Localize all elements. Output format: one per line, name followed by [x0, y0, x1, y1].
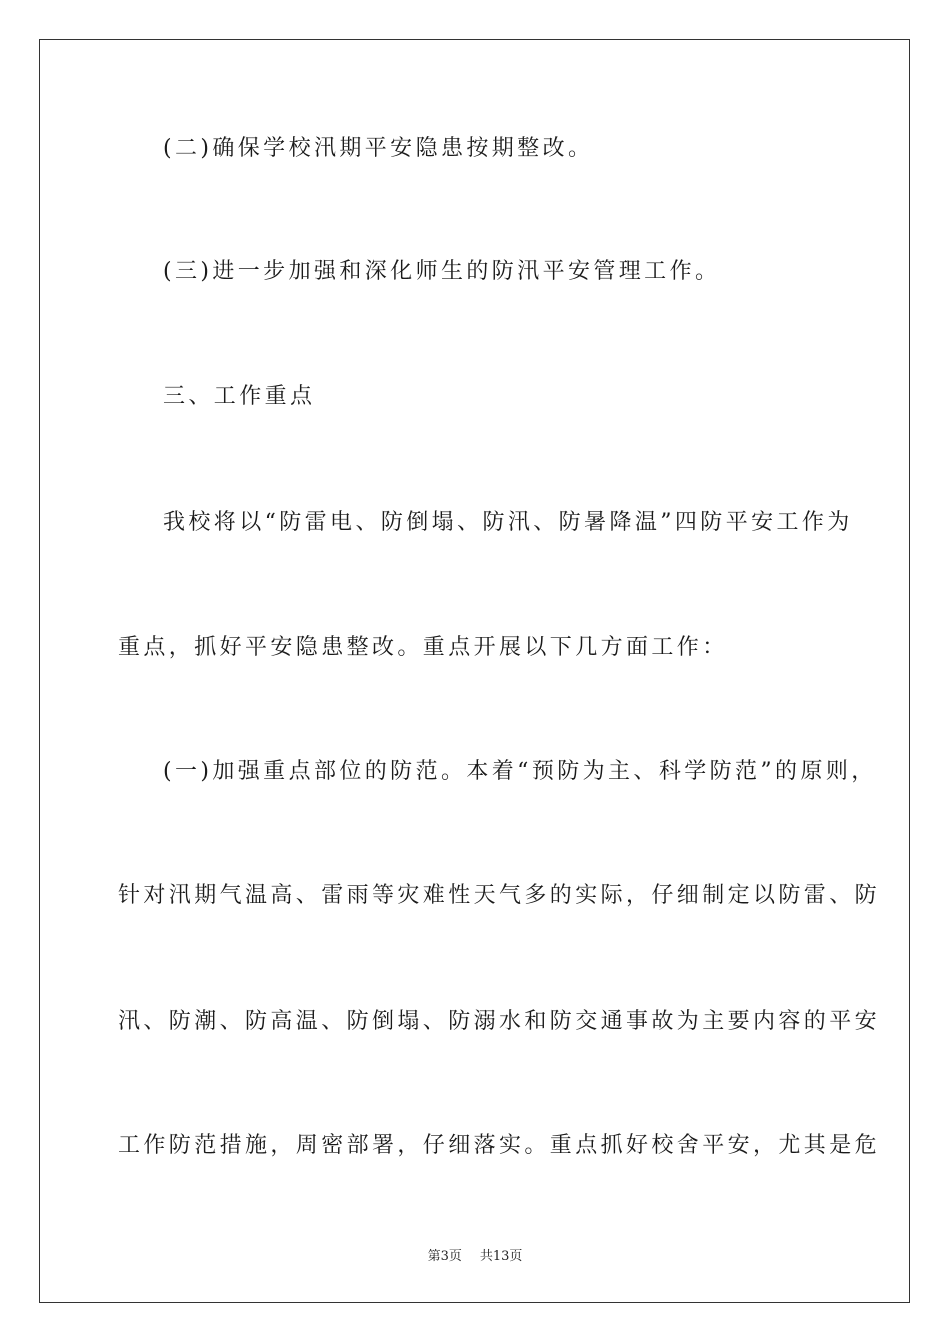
paragraph-line: 针对汛期气温高、雷雨等灾难性天气多的实际，仔细制定以防雷、防	[118, 883, 881, 908]
paragraph-line: 汛、防潮、防高温、防倒塌、防溺水和防交通事故为主要内容的平安	[118, 1009, 881, 1034]
paragraph-line: 工作防范措施，周密部署，仔细落实。重点抓好校舍平安，尤其是危	[118, 1133, 881, 1158]
page-footer	[0, 1248, 950, 1266]
section-heading: 三、工作重点	[163, 384, 316, 409]
page-border	[39, 39, 910, 1303]
page-total: 共13页	[479, 1249, 523, 1264]
paragraph-line: (三)进一步加强和深化师生的防汛平安管理工作。	[163, 259, 721, 284]
page-number: 第3页	[427, 1249, 462, 1264]
paragraph-line: 我校将以“防雷电、防倒塌、防汛、防暑降温”四防平安工作为	[163, 510, 853, 535]
paragraph-line: (二)确保学校汛期平安隐患按期整改。	[163, 136, 594, 161]
paragraph-line: (一)加强重点部位的防范。本着“预防为主、科学防范”的原则，	[163, 759, 877, 784]
paragraph-line: 重点，抓好平安隐患整改。重点开展以下几方面工作：	[118, 635, 728, 660]
